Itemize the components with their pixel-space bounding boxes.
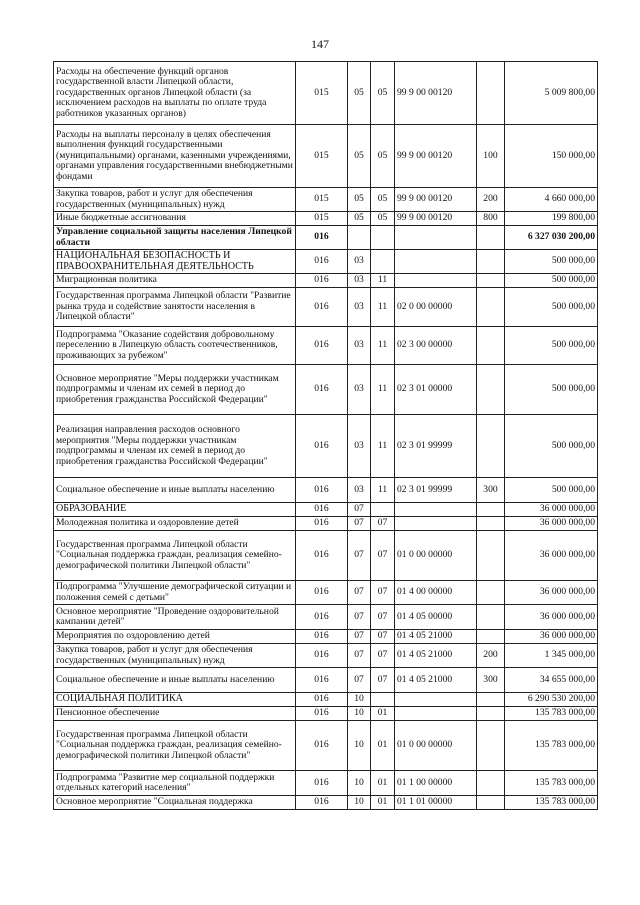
row-target-code [395,503,477,517]
row-amount: 36 000 000,00 [505,605,598,630]
row-name: Социальное обеспечение и иные выплаты населению [54,668,296,693]
row-expense-type [477,274,505,288]
row-name: Государственная программа Липецкой области "Социальная поддержка граждан, реализация семейно-демографической политики Липецкой области" [54,721,296,771]
row-amount: 36 000 000,00 [505,503,598,517]
row-target-code [395,707,477,721]
row-section: 10 [348,693,371,707]
row-subsection: 07 [371,630,395,644]
row-admin-code: 016 [296,365,348,415]
row-amount: 4 660 000,00 [505,188,598,212]
table-row [54,250,598,274]
row-target-code: 01 4 05 21000 [395,668,477,693]
row-admin-code: 015 [296,62,348,125]
table-row [54,62,598,125]
row-name: Подпрограмма "Улучшение демографической ситуации и положения семей с детьми" [54,581,296,605]
row-subsection: 01 [371,796,395,810]
row-target-code: 02 3 01 99999 [395,415,477,478]
row-admin-code: 016 [296,644,348,668]
row-target-code [395,274,477,288]
row-amount: 500 000,00 [505,478,598,503]
row-expense-type: 100 [477,125,505,188]
row-amount: 36 000 000,00 [505,517,598,531]
row-admin-code: 016 [296,707,348,721]
row-expense-type: 200 [477,188,505,212]
row-amount: 500 000,00 [505,365,598,415]
row-expense-type [477,771,505,796]
row-amount: 36 000 000,00 [505,531,598,581]
row-section: 07 [348,531,371,581]
row-amount: 6 327 030 200,00 [505,226,598,250]
row-amount: 500 000,00 [505,415,598,478]
row-expense-type [477,62,505,125]
row-section: 10 [348,771,371,796]
row-name: Миграционная политика [54,274,296,288]
row-expense-type [477,327,505,365]
row-subsection: 01 [371,707,395,721]
row-target-code: 99 9 00 00120 [395,188,477,212]
row-subsection: 11 [371,327,395,365]
table-row [54,721,598,771]
table-row [54,517,598,531]
row-subsection [371,503,395,517]
row-subsection: 07 [371,605,395,630]
row-amount: 135 783 000,00 [505,771,598,796]
row-target-code: 01 0 00 00000 [395,531,477,581]
row-admin-code: 016 [296,327,348,365]
row-amount: 500 000,00 [505,250,598,274]
table-row [54,288,598,327]
row-section: 07 [348,581,371,605]
row-expense-type: 800 [477,212,505,226]
table-row [54,605,598,630]
row-subsection: 05 [371,125,395,188]
row-name: Государственная программа Липецкой области "Социальная поддержка граждан, реализация семейно-демографической политики Липецкой области" [54,531,296,581]
row-target-code: 02 0 00 00000 [395,288,477,327]
row-section: 07 [348,644,371,668]
row-expense-type [477,517,505,531]
row-section: 05 [348,188,371,212]
row-admin-code: 016 [296,478,348,503]
table-row [54,771,598,796]
row-admin-code: 016 [296,796,348,810]
row-subsection: 11 [371,478,395,503]
row-target-code: 01 0 00 00000 [395,721,477,771]
row-name: Основное мероприятие "Проведение оздоровительной кампании детей" [54,605,296,630]
row-amount: 500 000,00 [505,327,598,365]
row-subsection [371,250,395,274]
row-name: Расходы на обеспечение функций органов государственной власти Липецкой области, государственных органов Липецкой области (за исключением расходов на выплаты по оплате труда работников указанных органов) [54,62,296,125]
row-name: СОЦИАЛЬНАЯ ПОЛИТИКА [54,693,296,707]
row-target-code: 01 4 05 00000 [395,605,477,630]
table-row [54,212,598,226]
row-expense-type: 300 [477,668,505,693]
table-row [54,668,598,693]
table-row [54,503,598,517]
row-subsection: 07 [371,517,395,531]
row-name: Мероприятия по оздоровлению детей [54,630,296,644]
row-expense-type [477,707,505,721]
row-admin-code: 016 [296,250,348,274]
row-name: Расходы на выплаты персоналу в целях обеспечения выполнения функций государственными (муниципальными) органами, казенными учреждениями, органами управления государственными внебюджетными фондами [54,125,296,188]
row-subsection: 11 [371,365,395,415]
row-section: 03 [348,415,371,478]
row-amount: 500 000,00 [505,274,598,288]
row-admin-code: 016 [296,721,348,771]
row-amount: 150 000,00 [505,125,598,188]
row-admin-code: 016 [296,288,348,327]
row-subsection: 11 [371,415,395,478]
row-target-code: 01 4 05 21000 [395,644,477,668]
row-name: Закупка товаров, работ и услуг для обеспечения государственных (муниципальных) нужд [54,188,296,212]
row-subsection [371,693,395,707]
row-name: Основное мероприятие "Социальная поддержка [54,796,296,810]
row-admin-code: 015 [296,125,348,188]
table-row [54,188,598,212]
table-row [54,707,598,721]
table-row [54,693,598,707]
row-target-code [395,226,477,250]
table-row [54,274,598,288]
row-expense-type [477,630,505,644]
row-subsection [371,226,395,250]
row-name: Управление социальной защиты населения Липецкой области [54,226,296,250]
row-expense-type [477,288,505,327]
row-section: 03 [348,365,371,415]
row-amount: 1 345 000,00 [505,644,598,668]
row-name: Социальное обеспечение и иные выплаты населению [54,478,296,503]
row-section: 03 [348,274,371,288]
page-number: 147 [311,37,329,51]
row-expense-type [477,581,505,605]
row-section: 03 [348,250,371,274]
row-target-code: 02 3 00 00000 [395,327,477,365]
row-section: 07 [348,517,371,531]
row-expense-type [477,365,505,415]
row-subsection: 11 [371,288,395,327]
row-amount: 34 655 000,00 [505,668,598,693]
row-amount: 199 800,00 [505,212,598,226]
row-admin-code: 016 [296,668,348,693]
row-section: 07 [348,503,371,517]
row-expense-type [477,226,505,250]
row-admin-code: 016 [296,226,348,250]
row-amount: 500 000,00 [505,288,598,327]
row-target-code [395,517,477,531]
row-name: Закупка товаров, работ и услуг для обеспечения государственных (муниципальных) нужд [54,644,296,668]
row-admin-code: 016 [296,771,348,796]
row-name: Основное мероприятие "Меры поддержки участникам подпрограммы и членам их семей в период до приобретения гражданства Российской Федерации" [54,365,296,415]
row-amount: 6 290 530 200,00 [505,693,598,707]
row-subsection: 01 [371,721,395,771]
row-section: 10 [348,796,371,810]
table-row [54,327,598,365]
table-row [54,226,598,250]
budget-table [53,61,598,810]
table-row [54,796,598,810]
row-section [348,226,371,250]
row-expense-type [477,503,505,517]
row-amount: 135 783 000,00 [505,721,598,771]
row-admin-code: 016 [296,517,348,531]
row-target-code: 01 1 00 00000 [395,771,477,796]
row-amount: 5 009 800,00 [505,62,598,125]
row-subsection: 05 [371,188,395,212]
row-section: 07 [348,630,371,644]
row-expense-type: 300 [477,478,505,503]
row-target-code: 01 4 00 00000 [395,581,477,605]
row-subsection: 01 [371,771,395,796]
row-expense-type [477,796,505,810]
row-subsection: 05 [371,212,395,226]
row-admin-code: 016 [296,274,348,288]
row-amount: 135 783 000,00 [505,707,598,721]
row-expense-type [477,531,505,581]
table-row [54,478,598,503]
row-amount: 36 000 000,00 [505,581,598,605]
row-section: 05 [348,212,371,226]
row-admin-code: 015 [296,212,348,226]
row-subsection: 07 [371,644,395,668]
row-subsection: 11 [371,274,395,288]
row-subsection: 07 [371,581,395,605]
row-target-code: 99 9 00 00120 [395,62,477,125]
row-expense-type [477,605,505,630]
table-row [54,415,598,478]
row-target-code: 02 3 01 99999 [395,478,477,503]
row-expense-type [477,721,505,771]
row-admin-code: 016 [296,581,348,605]
row-subsection: 07 [371,531,395,581]
row-admin-code: 016 [296,630,348,644]
row-section: 07 [348,605,371,630]
row-section: 03 [348,327,371,365]
row-target-code: 99 9 00 00120 [395,125,477,188]
row-name: Подпрограмма "Оказание содействия добровольному переселению в Липецкую область соотечественников, проживающих за рубежом" [54,327,296,365]
row-expense-type [477,693,505,707]
row-section: 10 [348,721,371,771]
row-name: Реализация направления расходов основного мероприятия "Меры поддержки участникам подпрограммы и членам их семей в период до приобретения гражданства Российской Федерации" [54,415,296,478]
row-target-code [395,250,477,274]
table-row [54,630,598,644]
row-name: ОБРАЗОВАНИЕ [54,503,296,517]
row-name: Пенсионное обеспечение [54,707,296,721]
row-subsection: 05 [371,62,395,125]
row-target-code: 01 4 05 21000 [395,630,477,644]
row-admin-code: 016 [296,605,348,630]
row-section: 07 [348,668,371,693]
row-admin-code: 016 [296,503,348,517]
row-name: Подпрограмма "Развитие мер социальной поддержки отдельных категорий населения" [54,771,296,796]
row-target-code: 02 3 01 00000 [395,365,477,415]
row-section: 03 [348,478,371,503]
table-row [54,531,598,581]
table-row [54,644,598,668]
table-row [54,365,598,415]
row-name: Иные бюджетные ассигнования [54,212,296,226]
row-name: НАЦИОНАЛЬНАЯ БЕЗОПАСНОСТЬ И ПРАВООХРАНИТЕЛЬНАЯ ДЕЯТЕЛЬНОСТЬ [54,250,296,274]
row-section: 05 [348,125,371,188]
row-section: 03 [348,288,371,327]
row-admin-code: 016 [296,693,348,707]
row-subsection: 07 [371,668,395,693]
table-row [54,581,598,605]
row-admin-code: 015 [296,188,348,212]
row-name: Молодежная политика и оздоровление детей [54,517,296,531]
row-target-code: 99 9 00 00120 [395,212,477,226]
row-amount: 135 783 000,00 [505,796,598,810]
row-target-code: 01 1 01 00000 [395,796,477,810]
row-target-code [395,693,477,707]
row-admin-code: 016 [296,415,348,478]
row-name: Государственная программа Липецкой области "Развитие рынка труда и содействие занятости населения в Липецкой области" [54,288,296,327]
row-expense-type [477,250,505,274]
row-amount: 36 000 000,00 [505,630,598,644]
row-section: 05 [348,62,371,125]
row-admin-code: 016 [296,531,348,581]
row-section: 10 [348,707,371,721]
row-expense-type: 200 [477,644,505,668]
table-row [54,125,598,188]
row-expense-type [477,415,505,478]
